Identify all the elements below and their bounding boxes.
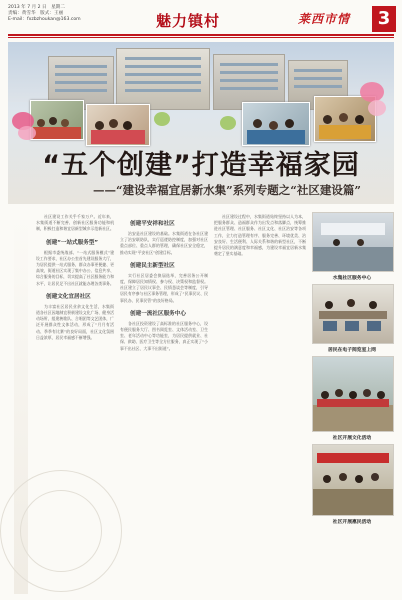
event-photo [242,102,310,146]
brand-name: 莱西市情 [298,12,351,26]
building-image [116,48,210,110]
article-paragraph: 根据市委统战部、“一站式服务模式”建设工作要求，社区办公室首先建设服务大厅，为居民提供一站式服务，群众办事更便捷、更高效，街道社区实现了集中办公、信息共享、综合服务的目标，切实提高了社区服务能力和水平，让居民足不出社区就能办理各类事务。 [36,249,114,286]
section-heading: 创建文化宜居社区 [46,293,91,300]
section-title: 魅力镇村 [156,12,221,30]
article-paragraph: 为丰富社区居民业余文化生活，水集街道各社区因地制宜积极建设文化广场、健身活动场所，组建秧歌队、合唱团等文艺团体，广泛开展群众性文体活动，形成了“月月有活动、季季有比赛”的良好局面，社区文化氛围日益浓厚，居民幸福感不断增强。 [36,303,114,340]
masthead-meta [8,5,81,23]
photo-caption: 水集社区服务中心 [332,276,372,281]
reading-room-photo [312,284,394,344]
masthead-rule-thin [8,37,394,38]
article-paragraph: 社区建设过程中，水集街道始终坚持以人为本，把服务群众、造福群众作为出发点和落脚点，统筹推进社区管理、社区服务、社区文化、社区治安等各项工作，全力打造管理有序、服务完善、环境优美、治安良好、生活便利、人际关系和谐的新型社区，不断提升居民的满意度和幸福感，为建设幸福宜居新水集奠定了坚实基础。 [214,214,306,257]
email-line: E-mail：fxzbzhoukan@163.com [8,17,81,22]
leaf-decoration [154,112,170,126]
date-line: 2013 年 7 月 2 日 星期二 [8,5,65,10]
editor-line: 责编：黄雪华 版式：王丽 [8,11,64,16]
section-heading: 创建民主新型社区 [130,262,175,269]
photo-caption: 社区开展文化活动 [332,436,372,441]
article-paragraph: 治安是社区建设的基础。水集街道在各社区建立了治安联防队，实行巡逻防控制度，加强对社区重点部位、重点人群的管理，确保社区安全稳定，推动实现“平安社区”创建目标。 [120,231,208,255]
article-paragraph: 各社区投资建设了高标准的社区服务中心，设有便民服务大厅、图书阅览室、文体活动室、卫生室、老年活动中心等功能室，为居民提供就业、社保、救助、医疗卫生等全方位服务，真正实现了“小事不出社区、大事不出街道”。 [120,320,208,351]
flower-decoration [18,126,36,140]
article-paragraph: 实行社区居委会换届选举，完善居务公开制度，保障居民知情权、参与权、决策权和监督权。社区建立了居民议事会、民情恳谈会等制度，引导居民有序参与社区事务管理，形成了“民事民议、民事民办、民事民管”的良好格局。 [120,272,208,303]
masthead-rule [8,34,394,36]
event-photo [314,96,376,142]
photo-caption: 社区开展惠民活动 [332,520,372,525]
section-heading: 创建“一站式服务型” [46,239,99,246]
event-photo [86,104,150,146]
photo-caption: 居民在电子阅览室上网 [328,348,376,353]
service-center-photo [312,212,394,272]
culture-activity-photo [312,356,394,432]
flower-decoration [360,82,384,102]
article-column-3 [214,214,306,594]
article-column-2 [120,214,208,594]
flower-decoration [368,100,386,116]
section-heading: 创建平安祥和社区 [130,221,175,227]
section-heading: 创建一流社区服务中心 [130,310,186,317]
subheadline: ——“建设幸福宜居新水集”系列专题之“社区建设篇” [93,183,361,197]
event-photo [30,100,84,140]
article-intro: 社区建设工作关乎千家万户。近年来，水集街道不断完善、创新社区服务功能和机制，积极打造和谐宜居新型城乡示范新社区。 [36,214,114,232]
leaf-decoration [220,116,236,130]
background-decoration [20,490,102,572]
page-number: 3 [372,6,396,32]
headline: “五个创建”打造幸福家园 [42,150,360,181]
community-event-photo [312,444,394,516]
